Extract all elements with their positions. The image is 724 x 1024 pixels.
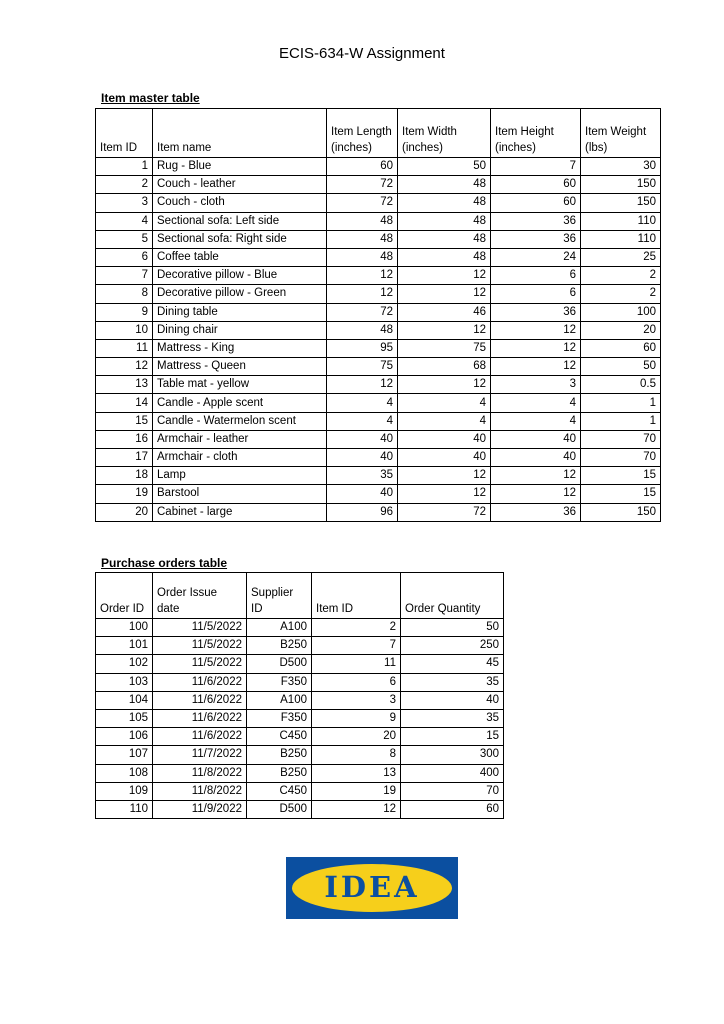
table-cell: 25 bbox=[581, 248, 661, 266]
table-cell: 109 bbox=[96, 782, 153, 800]
table-cell: 36 bbox=[491, 503, 581, 521]
table-cell: 12 bbox=[398, 467, 491, 485]
column-header: Item ID bbox=[96, 109, 153, 158]
table-cell: 6 bbox=[491, 267, 581, 285]
table-cell: Coffee table bbox=[153, 248, 327, 266]
table-cell: 3 bbox=[491, 376, 581, 394]
column-header: Order ID bbox=[96, 573, 153, 619]
table-cell: D500 bbox=[247, 800, 312, 818]
table-cell: B250 bbox=[247, 764, 312, 782]
table-cell: 12 bbox=[398, 376, 491, 394]
table-cell: Decorative pillow - Green bbox=[153, 285, 327, 303]
table-cell: 70 bbox=[401, 782, 504, 800]
table-cell: 5 bbox=[96, 230, 153, 248]
table-row bbox=[96, 449, 661, 467]
table-cell: 11 bbox=[96, 339, 153, 357]
table-cell: 17 bbox=[96, 449, 153, 467]
table-cell: 70 bbox=[581, 430, 661, 448]
table-cell: 11/5/2022 bbox=[153, 619, 247, 637]
table-cell: 48 bbox=[327, 248, 398, 266]
table-cell: Barstool bbox=[153, 485, 327, 503]
table-cell: 10 bbox=[96, 321, 153, 339]
table-cell: Sectional sofa: Left side bbox=[153, 212, 327, 230]
table-cell: 60 bbox=[491, 194, 581, 212]
table-cell: Armchair - cloth bbox=[153, 449, 327, 467]
table-cell: 30 bbox=[581, 158, 661, 176]
table-cell: 40 bbox=[491, 430, 581, 448]
table-cell: 40 bbox=[398, 430, 491, 448]
table-cell: 14 bbox=[96, 394, 153, 412]
table-cell: Couch - leather bbox=[153, 176, 327, 194]
table-cell: 11/7/2022 bbox=[153, 746, 247, 764]
table-cell: 12 bbox=[398, 267, 491, 285]
table-cell: 2 bbox=[96, 176, 153, 194]
table-cell: 60 bbox=[491, 176, 581, 194]
table-cell: 35 bbox=[401, 673, 504, 691]
table-cell: 7 bbox=[96, 267, 153, 285]
table-cell: 70 bbox=[581, 449, 661, 467]
table-cell: 11/6/2022 bbox=[153, 691, 247, 709]
table-cell: 95 bbox=[327, 339, 398, 357]
document-title: ECIS-634-W Assignment bbox=[279, 45, 445, 62]
table-cell: 11/5/2022 bbox=[153, 637, 247, 655]
column-header: Item Width (inches) bbox=[398, 109, 491, 158]
table-cell: 9 bbox=[96, 303, 153, 321]
table-cell: 7 bbox=[312, 637, 401, 655]
table-cell: Couch - cloth bbox=[153, 194, 327, 212]
table-cell: 15 bbox=[96, 412, 153, 430]
table-cell: 250 bbox=[401, 637, 504, 655]
table-cell: Rug - Blue bbox=[153, 158, 327, 176]
table-cell: 3 bbox=[312, 691, 401, 709]
table-cell: 108 bbox=[96, 764, 153, 782]
table-cell: 12 bbox=[398, 321, 491, 339]
table-cell: 4 bbox=[96, 212, 153, 230]
table-cell: 48 bbox=[398, 212, 491, 230]
item-master-header-row bbox=[96, 109, 661, 158]
table-cell: 107 bbox=[96, 746, 153, 764]
table-row bbox=[96, 430, 661, 448]
table-cell: 4 bbox=[327, 412, 398, 430]
table-cell: 48 bbox=[398, 194, 491, 212]
table-row bbox=[96, 673, 504, 691]
table-cell: 12 bbox=[398, 485, 491, 503]
table-cell: 150 bbox=[581, 194, 661, 212]
table-cell: A100 bbox=[247, 619, 312, 637]
table-cell: A100 bbox=[247, 691, 312, 709]
table-cell: 8 bbox=[312, 746, 401, 764]
table-row bbox=[96, 248, 661, 266]
table-row bbox=[96, 691, 504, 709]
table-cell: C450 bbox=[247, 782, 312, 800]
column-header: Order Quantity bbox=[401, 573, 504, 619]
table-row bbox=[96, 230, 661, 248]
table-cell: 102 bbox=[96, 655, 153, 673]
table-cell: 40 bbox=[398, 449, 491, 467]
table-cell: 101 bbox=[96, 637, 153, 655]
table-cell: C450 bbox=[247, 728, 312, 746]
table-row bbox=[96, 655, 504, 673]
table-cell: 15 bbox=[581, 467, 661, 485]
table-cell: 2 bbox=[581, 267, 661, 285]
table-cell: 36 bbox=[491, 303, 581, 321]
table-cell: 11 bbox=[312, 655, 401, 673]
table-cell: 100 bbox=[96, 619, 153, 637]
table-cell: 150 bbox=[581, 176, 661, 194]
table-cell: Sectional sofa: Right side bbox=[153, 230, 327, 248]
table-cell: 36 bbox=[491, 230, 581, 248]
table-cell: 104 bbox=[96, 691, 153, 709]
table-cell: 110 bbox=[581, 212, 661, 230]
table-cell: 18 bbox=[96, 467, 153, 485]
table-cell: 46 bbox=[398, 303, 491, 321]
table-cell: Lamp bbox=[153, 467, 327, 485]
table-row bbox=[96, 158, 661, 176]
table-cell: 96 bbox=[327, 503, 398, 521]
table-cell: 35 bbox=[401, 709, 504, 727]
table-row bbox=[96, 212, 661, 230]
table-cell: 4 bbox=[327, 394, 398, 412]
table-cell: 15 bbox=[581, 485, 661, 503]
table-cell: 36 bbox=[491, 212, 581, 230]
table-cell: 11/9/2022 bbox=[153, 800, 247, 818]
table-cell: 2 bbox=[312, 619, 401, 637]
table-cell: 12 bbox=[327, 285, 398, 303]
table-cell: Decorative pillow - Blue bbox=[153, 267, 327, 285]
purchase-orders-body bbox=[96, 619, 504, 819]
table-row bbox=[96, 746, 504, 764]
table-cell: 11/6/2022 bbox=[153, 709, 247, 727]
table-cell: 0.5 bbox=[581, 376, 661, 394]
table-cell: 105 bbox=[96, 709, 153, 727]
table-cell: 11/8/2022 bbox=[153, 782, 247, 800]
table-cell: 4 bbox=[491, 394, 581, 412]
table-row bbox=[96, 467, 661, 485]
table-cell: 16 bbox=[96, 430, 153, 448]
table-cell: 150 bbox=[581, 503, 661, 521]
table-cell: 40 bbox=[491, 449, 581, 467]
table-cell: Candle - Apple scent bbox=[153, 394, 327, 412]
table-cell: 400 bbox=[401, 764, 504, 782]
table-cell: 50 bbox=[581, 358, 661, 376]
table-cell: 12 bbox=[491, 339, 581, 357]
table-cell: 50 bbox=[401, 619, 504, 637]
item-master-heading: Item master table bbox=[101, 91, 200, 105]
column-header: Item Length (inches) bbox=[327, 109, 398, 158]
table-row bbox=[96, 194, 661, 212]
table-cell: 11/6/2022 bbox=[153, 673, 247, 691]
item-master-table bbox=[95, 108, 661, 522]
table-cell: 60 bbox=[401, 800, 504, 818]
purchase-orders-heading: Purchase orders table bbox=[101, 556, 228, 570]
table-cell: 24 bbox=[491, 248, 581, 266]
table-row bbox=[96, 782, 504, 800]
table-row bbox=[96, 358, 661, 376]
table-cell: 48 bbox=[398, 176, 491, 194]
table-cell: 103 bbox=[96, 673, 153, 691]
table-cell: 12 bbox=[96, 358, 153, 376]
table-cell: 12 bbox=[491, 467, 581, 485]
table-cell: 72 bbox=[327, 194, 398, 212]
table-row bbox=[96, 503, 661, 521]
table-cell: 40 bbox=[401, 691, 504, 709]
table-cell: D500 bbox=[247, 655, 312, 673]
table-cell: 3 bbox=[96, 194, 153, 212]
table-row bbox=[96, 321, 661, 339]
table-row bbox=[96, 709, 504, 727]
table-cell: 19 bbox=[312, 782, 401, 800]
table-row bbox=[96, 285, 661, 303]
table-cell: 72 bbox=[327, 303, 398, 321]
table-cell: 48 bbox=[327, 321, 398, 339]
table-cell: 6 bbox=[312, 673, 401, 691]
table-cell: 20 bbox=[312, 728, 401, 746]
table-cell: Mattress - Queen bbox=[153, 358, 327, 376]
table-row bbox=[96, 176, 661, 194]
table-cell: 60 bbox=[327, 158, 398, 176]
table-cell: Dining chair bbox=[153, 321, 327, 339]
table-cell: 11/6/2022 bbox=[153, 728, 247, 746]
table-cell: 6 bbox=[96, 248, 153, 266]
table-cell: 1 bbox=[581, 412, 661, 430]
table-cell: 40 bbox=[327, 430, 398, 448]
table-cell: 12 bbox=[491, 485, 581, 503]
table-cell: 45 bbox=[401, 655, 504, 673]
table-cell: Cabinet - large bbox=[153, 503, 327, 521]
table-cell: 1 bbox=[581, 394, 661, 412]
table-cell: B250 bbox=[247, 746, 312, 764]
table-cell: Table mat - yellow bbox=[153, 376, 327, 394]
table-cell: 100 bbox=[581, 303, 661, 321]
table-row bbox=[96, 485, 661, 503]
table-cell: 20 bbox=[581, 321, 661, 339]
table-cell: 12 bbox=[491, 321, 581, 339]
table-cell: 2 bbox=[581, 285, 661, 303]
table-row bbox=[96, 728, 504, 746]
column-header: Item name bbox=[153, 109, 327, 158]
table-cell: 35 bbox=[327, 467, 398, 485]
table-cell: 19 bbox=[96, 485, 153, 503]
table-cell: Dining table bbox=[153, 303, 327, 321]
table-row bbox=[96, 303, 661, 321]
table-row bbox=[96, 394, 661, 412]
table-row bbox=[96, 267, 661, 285]
table-cell: F350 bbox=[247, 673, 312, 691]
table-cell: 106 bbox=[96, 728, 153, 746]
table-cell: 11/5/2022 bbox=[153, 655, 247, 673]
logo-text: IDEA bbox=[324, 870, 420, 904]
table-cell: 12 bbox=[398, 285, 491, 303]
table-cell: 12 bbox=[327, 267, 398, 285]
table-cell: 9 bbox=[312, 709, 401, 727]
table-cell: 8 bbox=[96, 285, 153, 303]
table-cell: 12 bbox=[312, 800, 401, 818]
table-row bbox=[96, 376, 661, 394]
table-cell: 300 bbox=[401, 746, 504, 764]
table-cell: 4 bbox=[491, 412, 581, 430]
table-cell: Candle - Watermelon scent bbox=[153, 412, 327, 430]
table-cell: 6 bbox=[491, 285, 581, 303]
purchase-orders-header-row bbox=[96, 573, 504, 619]
column-header: Order Issue date bbox=[153, 573, 247, 619]
column-header: Supplier ID bbox=[247, 573, 312, 619]
table-cell: 40 bbox=[327, 485, 398, 503]
table-cell: 48 bbox=[327, 212, 398, 230]
table-cell: 72 bbox=[327, 176, 398, 194]
table-row bbox=[96, 412, 661, 430]
table-cell: 110 bbox=[581, 230, 661, 248]
column-header: Item Weight (lbs) bbox=[581, 109, 661, 158]
table-cell: F350 bbox=[247, 709, 312, 727]
purchase-orders-table bbox=[95, 572, 504, 819]
table-cell: 11/8/2022 bbox=[153, 764, 247, 782]
table-cell: 7 bbox=[491, 158, 581, 176]
table-cell: Mattress - King bbox=[153, 339, 327, 357]
table-cell: 12 bbox=[327, 376, 398, 394]
table-row bbox=[96, 637, 504, 655]
table-cell: 40 bbox=[327, 449, 398, 467]
table-cell: 13 bbox=[312, 764, 401, 782]
idea-logo bbox=[286, 857, 458, 919]
table-cell: 60 bbox=[581, 339, 661, 357]
table-cell: 4 bbox=[398, 412, 491, 430]
table-cell: 72 bbox=[398, 503, 491, 521]
table-cell: 48 bbox=[398, 230, 491, 248]
table-cell: 75 bbox=[398, 339, 491, 357]
table-row bbox=[96, 339, 661, 357]
table-row bbox=[96, 800, 504, 818]
table-cell: 20 bbox=[96, 503, 153, 521]
table-cell: B250 bbox=[247, 637, 312, 655]
table-cell: 4 bbox=[398, 394, 491, 412]
column-header: Item Height (inches) bbox=[491, 109, 581, 158]
table-row bbox=[96, 619, 504, 637]
table-row bbox=[96, 764, 504, 782]
table-cell: 15 bbox=[401, 728, 504, 746]
table-cell: 50 bbox=[398, 158, 491, 176]
table-cell: 68 bbox=[398, 358, 491, 376]
table-cell: 110 bbox=[96, 800, 153, 818]
item-master-body bbox=[96, 158, 661, 522]
table-cell: 1 bbox=[96, 158, 153, 176]
table-cell: 13 bbox=[96, 376, 153, 394]
table-cell: 75 bbox=[327, 358, 398, 376]
column-header: Item ID bbox=[312, 573, 401, 619]
table-cell: Armchair - leather bbox=[153, 430, 327, 448]
table-cell: 48 bbox=[327, 230, 398, 248]
table-cell: 12 bbox=[491, 358, 581, 376]
table-cell: 48 bbox=[398, 248, 491, 266]
